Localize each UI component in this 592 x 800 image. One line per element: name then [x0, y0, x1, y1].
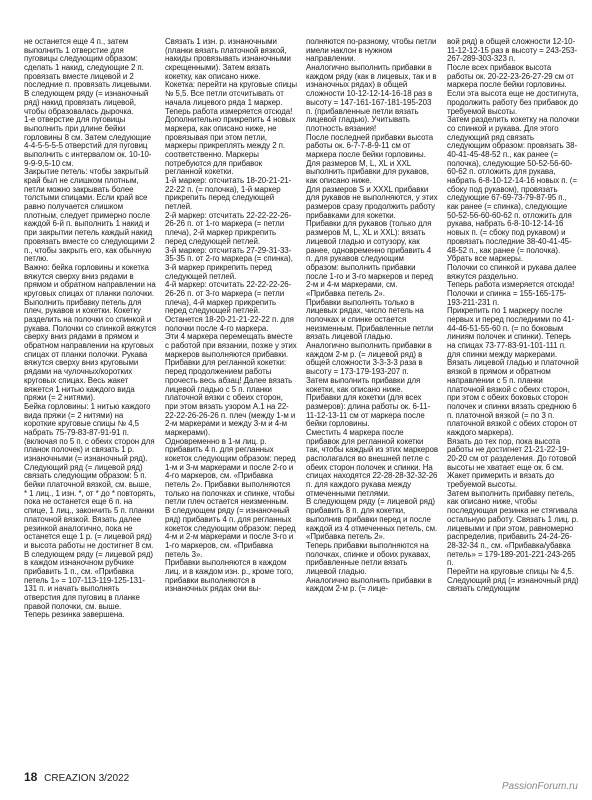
- paragraph: Убрать все маркеры.: [447, 254, 523, 264]
- paragraph: 3-й маркер: отсчитать 27-29-31-33-35-35 п. от 2-го маркера (= спинка), 3-й маркер прикрепить перед следующей петлей.: [165, 245, 293, 281]
- paragraph: В следующем ряду (= лицевой ряд) прибавить 8 п. для кокетки, выполнив прибавки перед и после каждой из 4 отмеченных петель, см. «Прибавка петель 2».: [306, 497, 438, 542]
- paragraph: Аналогично выполнить прибавки в каждом 2-м р. (= лице-: [306, 575, 432, 594]
- paragraph: Вязать до тех пор, пока высота работы не достигнет 21-21-22-19-20-20 см от разделения. До готовой высоты не хватает еще ок. 6 см. Жакет примерить и вязать до требуемой высоты.: [447, 436, 577, 490]
- magazine-issue: CREAZION 3/2022: [44, 773, 130, 784]
- paragraph: Затем выполнить прибавку петель, как описано ниже, чтобы последующая резинка не стягивала остальную работу. Связать 1 лиц. р. лицевыми и при этом, равномерно распределив, прибавить 24-24-26-28-32-34 п., см. «Прибавка/убавка петель» = 179-189-201-221-243-265 п.: [447, 488, 579, 568]
- paragraph: Останется 18-20-21-21-22-22 п. для полочки после 4-го маркера.: [165, 315, 294, 333]
- paragraph: Дополнительно прикрепить 4 новых маркера, как описано ниже, не провязывая при этом петли, маркеры прикреплять между 2 п. соответственно. Маркеры потребуются для прибавок регланной кокетки.: [165, 115, 296, 177]
- text-column-2: [165, 38, 297, 750]
- paragraph: 1-е отверстие для пуговицы выполнить при длине бейки горловины 8 см. Затем следующие 4-4-5-5-5-5 отверстий для пуговиц выполнить с интервалом ок. 10-10-9-9-9,5-10 см.: [24, 115, 152, 168]
- paragraph: Аналогично выполнить прибавки в каждом 2-м р. (= лицевой ряд) в общей сложности 3-3-3-3 раза в высоту = 173-179-193-207 п.: [306, 341, 432, 377]
- paragraph: Кокетка: перейти на круговые спицы № 5,5. Все петли отсчитывать от начала лицевого ряда 1 маркер.: [165, 80, 297, 107]
- paragraph: 4-й маркер: отсчитать 22-22-22-26-26-26 п. от 3-го маркера (= петли плеча), 4-й маркер прикрепить перед следующей петлей.: [165, 280, 292, 316]
- paragraph: Полочки и спинка = 155-165-175-193-211-231 п.: [447, 288, 567, 307]
- paragraph: Затем разделить кокетку на полочки со спинкой и рукава. Для этого следующий ряд связать следующим образом: провязать 38-40-41-45-48-52 п., как ранее (= полочка), следующие 50-52-56-60-60-62 п. отложить для рукава, набрать 6-8-10-12-14-16 новых п. (= сбоку под рукавом), провязать следующие 67-69-73-79-87-95 п., как ранее (= спинка), следующие 50-52-56-60-60-62 п. отложить для рукава, набрать 6-8-10-12-14-16 новых п. (= сбоку под рукавом) и провязать последние 38-40-41-45-48-52 п., как ранее (= полочка).: [447, 115, 579, 255]
- page-number: 18: [24, 770, 38, 784]
- paragraph: Теперь работа измеряется отсюда!: [447, 280, 575, 290]
- paragraph: Затем выполнить прибавки для кокетки, как описано ниже.: [306, 375, 421, 394]
- paragraph: Сместить 4 маркера после прибавок для регланной кокетки так, чтобы каждый из этих маркеров располагался во внешней петле с обеих сторон полочек и спинки. На спицах находятся 22-28-28-32-32-26 п. для каждого рукава между отмеченными петлями.: [306, 427, 438, 498]
- paragraph: Прибавки для регланной кокетки: перед продолжением работы прочесть весь абзац! Далее вязать лицевой гладью с 5 п. планки платочной вязки с обеих сторон, при этом вязать узором А.1 на 22-22-22-26-26-26 п. плеч (между 1-м и 2-м маркерами и между 3-м и 4-м маркерами).: [165, 358, 296, 437]
- paragraph: Следующий ряд (= изнаночный ряд) связать следующим: [447, 575, 579, 594]
- paragraph: Для размеров M, L, XL и XXL выполнить прибавки для рукавов, как описано ниже.: [306, 158, 429, 185]
- paragraph: не останется еще 4 п., затем выполнить 1 отверстие для пуговицы следующим образом: сделать 1 накид, следующие 2 п. провязать вместе лицевой и 2 последние п. провязать лицевыми. В следующем ряду (= изнаночный ряд) накид провязать лицевой, чтобы образовалась дырочка.: [24, 38, 152, 116]
- paragraph: Вязать лицевой гладью и платочной вязкой в прямом и обратном направлении с 5 п. планки платочной вязкой с обеих сторон, при этом с обеих боковых сторон полочек и спинки вязать среднюю 6 п. платочной вязкой (= по 3 п. платочной вязкой с обеих сторон от каждого маркера).: [447, 358, 579, 437]
- paragraph: В следующем ряду (= лицевой ряд) в каждом изнаночном рубчике прибавить 1 п., см. «Прибавка петель 1» = 107-113-119-125-131-131 п. и начать выполнять отверстия для пуговиц в планке правой полочки, см. выше.: [24, 549, 153, 611]
- paragraph: После последней прибавки высота работы ок. 6-7-7-8-9-11 см от маркера после бейки горловины.: [306, 132, 434, 159]
- page-footer: [24, 770, 129, 784]
- paragraph: Одновременно в 1-м лиц. р. прибавить 4 п. для регланных кокеток следующим образом: перед 1-м и 3-м маркерами и после 2-го и 4-го маркеров, см. «Прибавка петель 2». Прибавки выполняются только на полочках и спинке, чтобы петли плеч остается неизменным.: [165, 436, 296, 507]
- paragraph: Прибавки выполнять только в лицевых рядах, число петель на полочках и спинке остается неизменным. Прибавленные петли вязать лицевой гладью.: [306, 297, 434, 342]
- paragraph: вой ряд) в общей сложности 12-10-11-12-12-15 раз в высоту = 243-253-267-289-303-323 п.: [447, 38, 578, 64]
- paragraph: 2-й маркер: отсчитать 22-22-22-26-26-26 п. от 1-го маркера (= петли плеча), 2-й маркер прикрепить перед следующей петлей.: [165, 210, 292, 246]
- paragraph: Полочки со спинкой и рукава далее вяжутся раздельно.: [447, 262, 577, 281]
- paragraph: Прибавки для кокетки (для всех размеров): длина работы ок. 6-11-11-12-13-11 см от маркера после бейки горловины.: [306, 393, 431, 429]
- paragraph: Прибавки для рукавов (только для размеров M, L, XL и XXL): вязать лицевой гладью и сотузору, как ранее, одновременно прибавить 4 п. для рукавов следующим образом: выполнить прибавки после 1-го и 3-го маркеров и перед 2-м и 4-м маркерами, см. «Прибавка петель 2».: [306, 219, 434, 298]
- paragraph: Аналогично выполнить прибавки в каждом ряду (как в лицевых, так и в изнаночных рядах) в общей сложности 10-12-12-14-16-18 раз в высоту = 147-161-167-181-195-203 п. (прибавленные петли вязать лицевой гладью). Учитывать плотность вязания!: [306, 63, 437, 133]
- text-column-1: [24, 38, 156, 750]
- paragraph: Для размеров S и XXXL прибавки для рукавов не выполняются, у этих размеров сразу продолжить работу прибавками для кокетки.: [306, 184, 438, 220]
- paragraph: Связать 1 изн. р. изнаночными (планки вязать платочной вязкой, накиды провязывать изнаночными скрещенными). Затем вязать кокетку, как описано ниже.: [165, 38, 291, 81]
- text-column-4: [447, 38, 579, 750]
- paragraph: Бейка горловины: 1 нитью каждого вида пряжи (= 2 нитями) на короткие круговые спицы № 4,5 набрать 75-79-83-87-91-91 п. (включая по 5 п. с обеих сторон для планок полочек) и связать 1 р. изнаночными (= изнаночный ряд). Следующий ряд (= лицевой ряд) связать следующим образом: 5 п. бейки платочной вязкой, см. выше, * 1 лиц., 1 изн. *, от * до * повторять, пока не останется еще 6 п. на спице, 1 лиц., закончить 5 п. планки платочной вязкой. Вязать далее резинкой аналогично, пока не останется еще 1 р. (= лицевой ряд) и высота работы не достигнет 8 см.: [24, 401, 156, 550]
- paragraph: Закрытие петель: чтобы закрытый край был не слишком плотным, петли можно закрывать более толстыми спицами. Если край все равно получается слишком плотным, следует примерно после каждой 6-й п. выполнить 1 накид и при закрытии петель каждый накид провязать вместе со следующими 2 п., чтобы закрыть его, как обычную петлю.: [24, 167, 155, 264]
- text-column-3: [306, 38, 438, 750]
- watermark: PassionForum.ru: [501, 781, 578, 792]
- paragraph: Теперь работа измеряется отсюда!: [165, 106, 293, 116]
- paragraph: Важно: бейка горловины и кокетка вяжутся сверху вниз рядами в прямом и обратном направлении на круговых спицах от планки полочки. Выполнить прибавку петель для плеч, рукавов и кокетки. Кокетку разделить на полочки со спинкой и рукава. Полочки со спинкой вяжутся сверху вниз рядами в прямом и обратном направлении на круговых спицах от планки полочки. Рукава вяжутся сверху вниз круговыми рядами на чулочных/коротких круговых спицах. Весь жакет вяжется 1 нитью каждого вида пряжи (= 2 нитями).: [24, 262, 156, 403]
- paragraph: В следующем ряду (= изнаночный ряд) прибавить 4 п. для регланных кокеток следующим образом: перед 4-м и 2-м маркерами и после 3-го и 1-го маркеров, см. «Прибавка петель 3».: [165, 506, 296, 559]
- paragraph: Перейти на круговые спицы № 4,5.: [447, 566, 574, 576]
- paragraph: Эти 4 маркера перемещать вместе с работой при вязании, позже у этих маркеров выполняются прибавки.: [165, 332, 297, 359]
- paragraph: 1-й маркер: отсчитать 18-20-21-21-22-22 п. (= полочка), 1-й маркер прикрепить перед следующей петлей.: [165, 176, 292, 212]
- paragraph: Прибавки выполняются в каждом лиц. и в каждом изн. р., кроме того, прибавки выполняются в изнаночных рядах они вы-: [165, 558, 294, 594]
- paragraph: полняются по-разному, чтобы петли имели наклон в нужном направлении.: [306, 38, 437, 64]
- paragraph: Теперь прибавки выполняются на полочках, спинке и обоих рукавах, прибавленные петли вязать лицевой гладью.: [306, 540, 431, 576]
- paragraph: Теперь резинка завершена.: [24, 610, 125, 620]
- paragraph: После всех прибавок высота работы ок. 20-22-23-26-27-29 см от маркера после бейки горловины. Если эта высота еще не достигнута, продолжить работу без прибавок до требуемой высоты.: [447, 63, 579, 116]
- paragraph: Прикрепить по 1 маркеру после первых и перед последними по 41-44-46-51-55-60 п. (= по боковым линиям полочек и спинки). Теперь на спицах 73-77-83-91-101-111 п. для спинки между маркерами.: [447, 306, 575, 359]
